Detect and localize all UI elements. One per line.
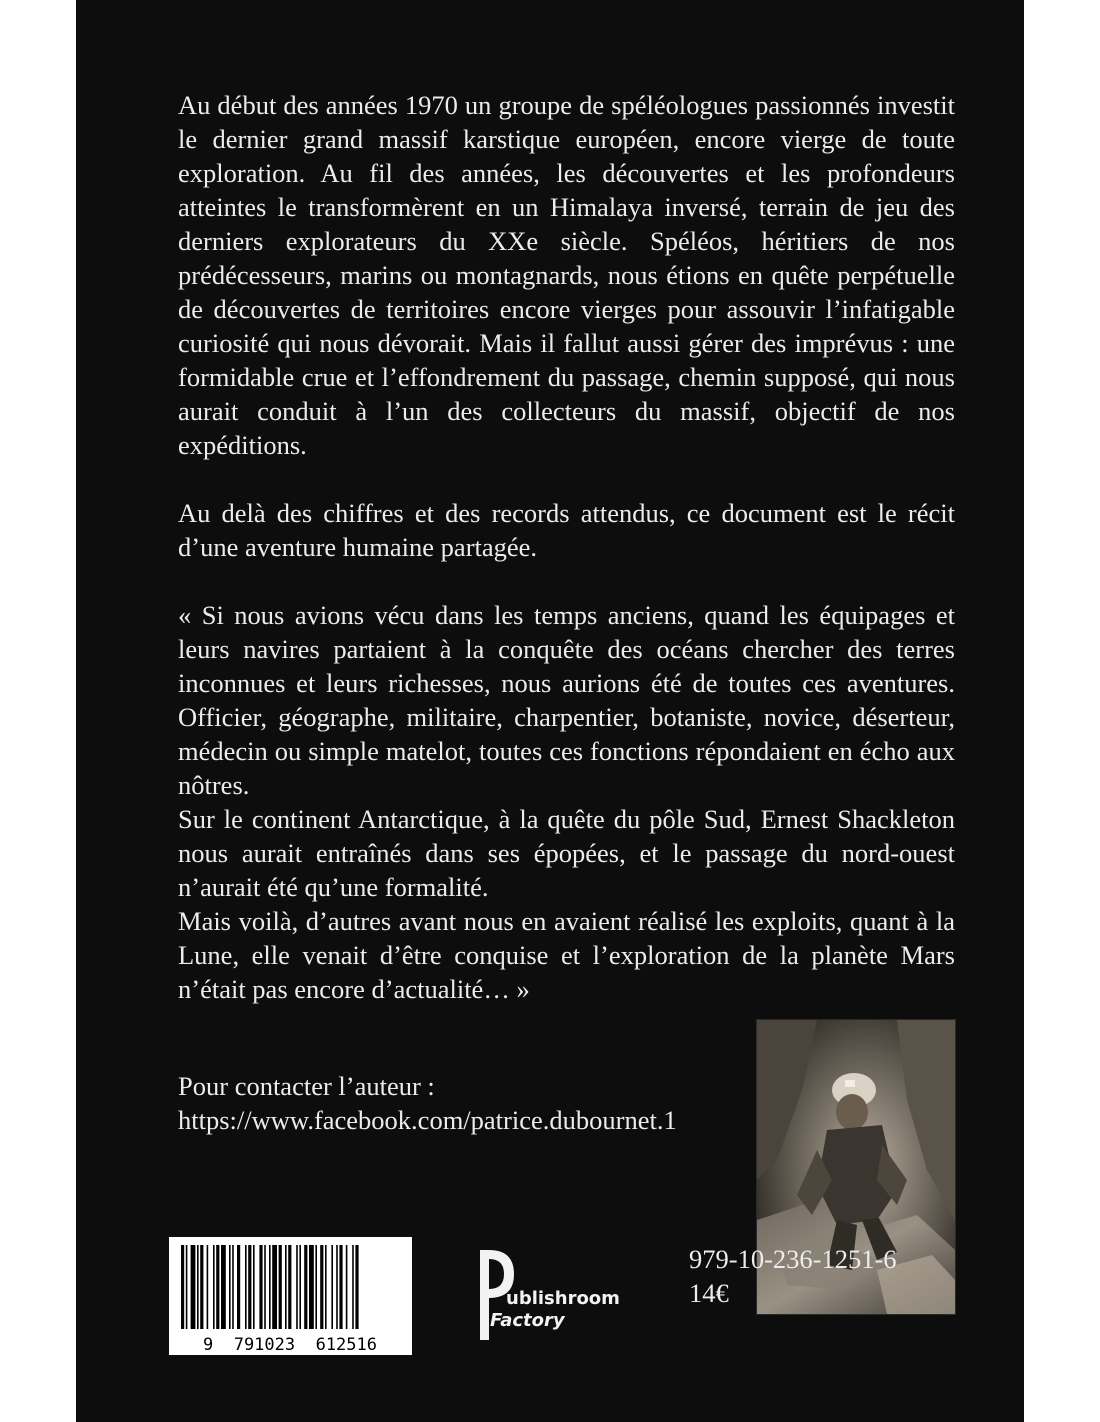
barcode-bar (232, 1245, 234, 1329)
publisher-logo (476, 1246, 636, 1346)
barcode-bar (269, 1245, 271, 1329)
barcode-bar (285, 1245, 287, 1329)
barcode-bar (248, 1245, 251, 1329)
author-contact (178, 1069, 778, 1137)
publisher-name: ublishroom (506, 1288, 620, 1309)
barcode-bar (181, 1245, 184, 1329)
isbn-price (689, 1242, 897, 1310)
barcode-bar (320, 1245, 323, 1329)
barcode-bar (339, 1245, 342, 1329)
barcode-bar (237, 1245, 240, 1329)
barcode-bar (253, 1245, 255, 1329)
blurb-paragraph-1: Au début des années 1970 un groupe de spéléologues passionnés investit le dernier grand massif karstique européen, encore vierge de toute exploration. Au fil des années, les découvertes et les profondeurs atteintes le transformèrent en un Himalaya inversé, terrain de jeu des derniers explorateurs du XXe siècle. Spéléos, héritiers de nos prédécesseurs, marins ou montagnards, nous étions en quête perpétuelle de découvertes de territoires encore vierges pour assouvir l’infatigable curiosité qui nous dévorait. Mais il fallut aussi gérer des imprévus : une formidable crue et l’effondrement du passage, chemin supposé, qui nous aurait conduit à l’un des collecteurs du massif, objectif de nos expéditions. (178, 90, 955, 460)
barcode-bar (315, 1245, 317, 1329)
barcode-bar (197, 1245, 199, 1329)
contact-url[interactable]: https://www.facebook.com/patrice.dubournet.1 (178, 1105, 677, 1135)
barcode-bar (221, 1245, 226, 1329)
barcode-bar (216, 1245, 219, 1329)
barcode (169, 1237, 412, 1355)
barcode-bar (186, 1245, 188, 1329)
barcode-bar (279, 1245, 282, 1329)
barcode-bar (272, 1245, 277, 1329)
isbn: 979-10-236-1251-6 (689, 1244, 897, 1274)
barcode-bar (331, 1245, 333, 1329)
back-cover (76, 0, 1024, 1422)
barcode-bar (325, 1245, 327, 1329)
barcode-bar (264, 1245, 266, 1329)
quote-paragraph-2: Sur le continent Antarctique, à la quête du pôle Sud, Ernest Shackleton nous aurait entraînés dans ses épopées, et le passage du nord-ouest n’aurait été qu’une formalité. (178, 804, 955, 902)
barcode-bar (229, 1245, 231, 1329)
barcode-bar (309, 1245, 314, 1329)
barcode-bar (288, 1245, 291, 1329)
barcode-digits: 9 791023 612516 (203, 1335, 377, 1355)
contact-label: Pour contacter l’auteur : (178, 1071, 435, 1101)
quote-paragraph-3: Mais voilà, d’autres avant nous en avaient réalisé les exploits, quant à la Lune, elle venait d’être conquise et l’exploration de la planète Mars n’était pas encore d’actualité… » (178, 906, 955, 1004)
barcode-bar (296, 1245, 298, 1329)
barcode-bar (259, 1245, 262, 1329)
blurb (178, 88, 955, 1006)
barcode-bars (181, 1245, 359, 1329)
barcode-bar (336, 1245, 338, 1329)
barcode-bar (355, 1245, 358, 1329)
quote-paragraph-1: « Si nous avions vécu dans les temps anciens, quand les équipages et leurs navires partaient à la conquête des océans chercher des terres inconnues et leurs richesses, nous aurions été de toutes ces aventures. Officier, géographe, militaire, charpentier, botaniste, novice, déserteur, médecin ou simple matelot, toutes ces fonctions répondaient en écho aux nôtres. (178, 600, 955, 800)
barcode-bar (245, 1245, 247, 1329)
blurb-paragraph-2: Au delà des chiffres et des records attendus, ce document est le récit d’une aventure humaine partagée. (178, 498, 955, 562)
barcode-bar (352, 1245, 354, 1329)
barcode-bar (191, 1245, 196, 1329)
barcode-bar (346, 1245, 348, 1329)
barcode-bar (213, 1245, 215, 1329)
barcode-bar (200, 1245, 203, 1329)
barcode-bar (207, 1245, 209, 1329)
barcode-bar (299, 1245, 301, 1329)
price: 14€ (689, 1278, 729, 1308)
barcode-bar (304, 1245, 307, 1329)
publisher-name-factory: Factory (490, 1310, 565, 1331)
